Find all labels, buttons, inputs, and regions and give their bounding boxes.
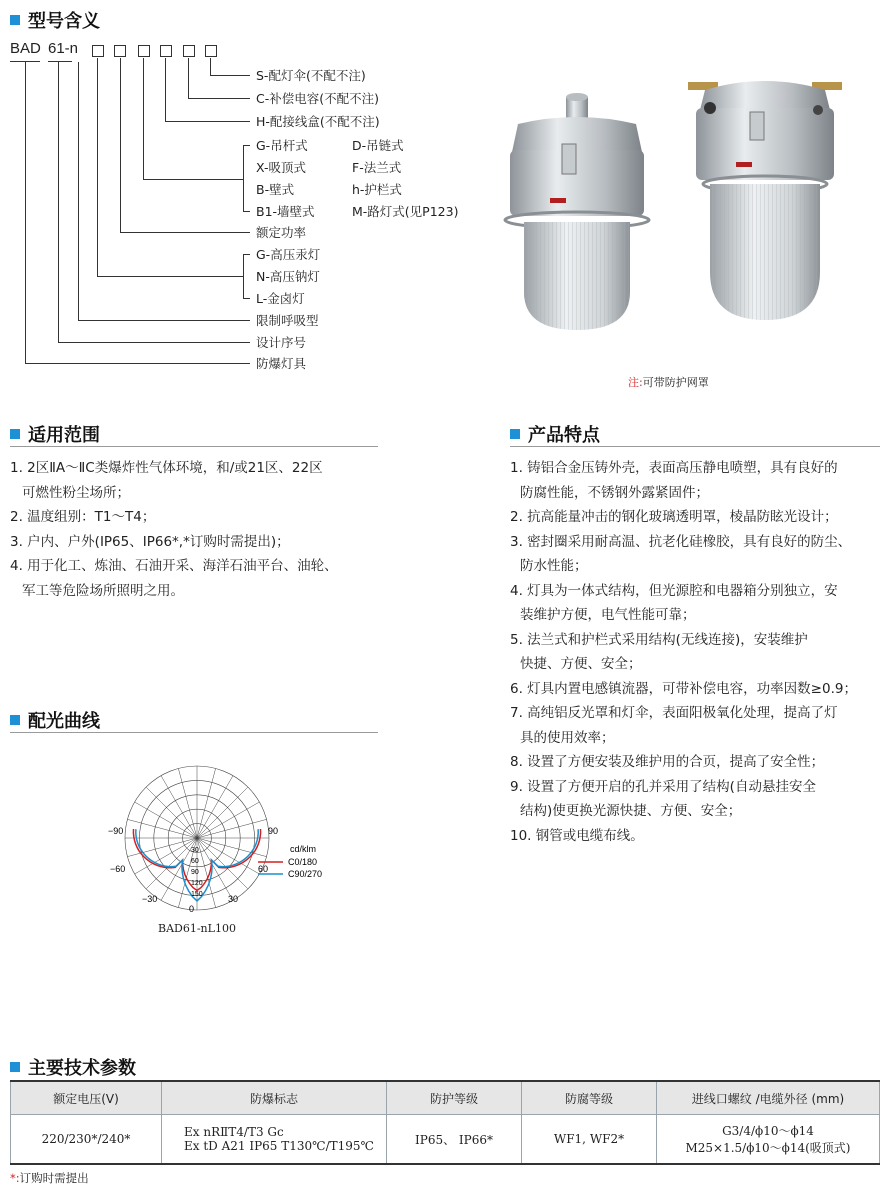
section-marker-icon <box>510 429 520 439</box>
photo-note-prefix: 注: <box>628 376 643 389</box>
footnote-text: 订购时需提出 <box>19 1171 89 1185</box>
scope-item: 军工等危险场所照明之用。 <box>22 582 184 599</box>
scope-item: 3. 户内、户外(IP65、IP66*,*订购时需提出)； <box>10 533 290 550</box>
scope-rule <box>10 446 378 447</box>
features-title-text: 产品特点 <box>528 425 600 446</box>
underline-61 <box>48 61 72 62</box>
leader-seq <box>58 62 59 342</box>
leader-power-h <box>120 232 250 233</box>
feature-item: 3. 密封圈采用耐高温、抗老化硅橡胶，具有良好的防尘、 <box>510 533 852 550</box>
tech-cell-thread-line2: M25×1.5/ϕ10～ϕ14(吸顶式) <box>685 1141 851 1155</box>
bracket-mount-bot <box>243 211 250 212</box>
label-g: G-吊杆式 <box>256 138 308 153</box>
polar-spoke <box>197 776 233 838</box>
label-s: S-配灯伞(不配不注) <box>256 68 366 83</box>
leader-seq-h <box>58 342 250 343</box>
code-box-5 <box>183 45 195 57</box>
polar-spoke <box>197 802 259 838</box>
polar-spoke <box>135 802 197 838</box>
feature-item: 9. 设置了方便开启的孔并采用了结构(自动悬挂安全 <box>510 778 816 795</box>
legend-c0-label: C0/180 <box>288 857 318 867</box>
scope-item: 4. 用于化工、炼油、石油开采、海洋石油平台、油轮、 <box>10 558 338 574</box>
angle-label-p90: 90 <box>268 826 279 836</box>
features-rule <box>510 446 880 447</box>
features-list <box>510 456 888 848</box>
polar-chart <box>100 740 340 920</box>
section-marker-icon <box>10 429 20 439</box>
leader-c <box>188 58 189 98</box>
label-b1: B1-墙壁式 <box>256 204 315 219</box>
product-photo <box>500 72 860 332</box>
code-box-4 <box>160 45 172 57</box>
polar-spoke <box>197 768 216 838</box>
radial-tick-label: 30 <box>191 847 199 854</box>
leader-h-h <box>165 121 250 122</box>
feature-item: 7. 高纯铝反光罩和灯伞，表面阳极氧化处理，提高了灯 <box>510 705 838 721</box>
feature-item: 6. 灯具内置电感镇流器，可带补偿电容，功率因数≥0.9； <box>510 680 857 697</box>
bracket-lamp <box>243 254 244 298</box>
tech-cell-ip: IP65、 IP66* <box>387 1115 522 1165</box>
section-scope-title <box>10 421 100 447</box>
polar-spoke <box>197 787 248 838</box>
angle-label-p30: 30 <box>228 894 239 904</box>
leader-h <box>165 58 166 121</box>
leader-ex <box>25 62 26 363</box>
feature-item: 结构)使更换光源快捷、方便、安全； <box>520 803 742 819</box>
bracket-lamp-top <box>243 254 250 255</box>
angle-label-n90: −90 <box>108 826 124 836</box>
scope-title-text: 适用范围 <box>28 425 100 446</box>
label-l: L-金卤灯 <box>256 291 305 306</box>
label-d: D-吊链式 <box>352 138 404 153</box>
feature-item: 1. 铸铝合金压铸外壳，表面高压静电喷塑，具有良好的 <box>510 460 838 476</box>
polar-spoke <box>127 819 197 838</box>
label-ex: 防爆灯具 <box>256 356 307 371</box>
scope-list <box>10 456 390 603</box>
polar-spoke <box>197 819 267 838</box>
feature-item: 2. 抗高能量冲击的钢化玻璃透明罩，棱晶防眩光设计； <box>510 509 838 525</box>
bracket-mount <box>243 145 244 211</box>
tech-cell-ex <box>162 1115 387 1165</box>
leader-ex-h <box>25 363 250 364</box>
section-marker-icon <box>10 15 20 25</box>
label-seq: 设计序号 <box>256 335 307 350</box>
section-curve-title <box>10 707 100 733</box>
feature-item: 防腐性能，不锈钢外露紧固件； <box>520 484 709 501</box>
feature-item: 4. 灯具为一体式结构，但光源腔和电器箱分别独立，安 <box>510 582 838 599</box>
leader-limit-h <box>78 320 250 321</box>
feature-item: 8. 设置了方便安装及维护用的合页，提高了安全性； <box>510 754 825 770</box>
lamp-photo-1 <box>505 93 649 330</box>
label-power: 额定功率 <box>256 225 307 240</box>
angle-label-zero: 0 <box>189 904 195 914</box>
angle-label-p60: 60 <box>258 864 269 874</box>
tech-cell-thread-line1: G3/4/ϕ10～ϕ14 <box>722 1124 814 1138</box>
bracket-mount-top <box>243 145 250 146</box>
label-h: H-配接线盒(不配不注) <box>256 114 380 129</box>
label-f: F-法兰式 <box>352 160 402 175</box>
code-number: 61-n <box>48 40 79 57</box>
radial-tick-label: 150 <box>191 891 203 898</box>
label-m: M-路灯式(见P123) <box>352 204 459 219</box>
tech-cell-ex-line2: Ex tD A21 IP65 T130℃/T195℃ <box>184 1139 374 1153</box>
code-box-6 <box>205 45 217 57</box>
curve-title-text: 配光曲线 <box>28 711 100 732</box>
label-gg: G-高压汞灯 <box>256 247 321 262</box>
section-tech-title <box>10 1054 136 1080</box>
footnote-mark: *: <box>10 1171 20 1185</box>
polar-grid <box>125 766 269 910</box>
section-model-title <box>10 7 100 33</box>
leader-mount <box>143 58 144 179</box>
feature-item: 10. 钢管或电缆布线。 <box>510 827 644 844</box>
tech-cell-wf: WF1, WF2* <box>522 1115 657 1165</box>
radial-tick-label: 90 <box>191 869 199 876</box>
angle-label-n60: −60 <box>110 864 126 874</box>
polar-spoke <box>161 776 197 838</box>
tech-footnote <box>10 1170 89 1186</box>
leader-power <box>120 58 121 232</box>
tech-header: 进线口螺纹 /电缆外径 (mm) <box>657 1081 880 1115</box>
tech-table <box>10 1080 880 1165</box>
feature-item: 快捷、方便、安全； <box>520 656 642 672</box>
bracket-lamp-bot <box>243 298 250 299</box>
tech-cell-ex-line1: Ex nRⅡT4/T3 Gc <box>184 1125 284 1139</box>
polar-spoke <box>178 768 197 838</box>
model-title-text: 型号含义 <box>28 11 100 32</box>
section-marker-icon <box>10 1062 20 1072</box>
label-b: B-壁式 <box>256 182 295 197</box>
lamp-photo-2 <box>688 81 842 320</box>
tech-title-text: 主要技术参数 <box>28 1058 136 1079</box>
label-c: C-补偿电容(不配不注) <box>256 91 379 106</box>
tech-header: 额定电压(V) <box>11 1081 162 1115</box>
tech-header-row <box>11 1081 880 1115</box>
feature-item: 5. 法兰式和护栏式采用结构(无线连接)，安装维护 <box>510 631 808 648</box>
curve-caption: BAD61-nL100 <box>158 922 236 935</box>
feature-item: 防水性能； <box>520 558 588 574</box>
leader-mount-h <box>143 179 243 180</box>
leader-c-h <box>188 98 250 99</box>
photo-note-text: 可带防护网罩 <box>642 376 709 389</box>
tech-cell-voltage: 220/230*/240* <box>11 1115 162 1165</box>
tech-header: 防爆标志 <box>162 1081 387 1115</box>
leader-lamp-h <box>97 276 243 277</box>
unit-label: cd/klm <box>290 844 317 854</box>
feature-item: 装维护方便，电气性能可靠； <box>520 607 696 623</box>
photo-note <box>628 374 709 390</box>
code-prefix: BAD <box>10 40 41 57</box>
legend-c90-label: C90/270 <box>288 869 323 879</box>
label-limit: 限制呼吸型 <box>256 313 319 328</box>
radial-tick-label: 60 <box>191 858 199 865</box>
scope-item: 2. 温度组别：T1～T4； <box>10 509 156 525</box>
curve-rule <box>10 732 378 733</box>
leader-lamp <box>97 58 98 276</box>
code-box-1 <box>92 45 104 57</box>
leader-limit <box>78 62 79 320</box>
radial-tick-label: 120 <box>191 880 203 887</box>
tech-header: 防护等级 <box>387 1081 522 1115</box>
code-box-3 <box>138 45 150 57</box>
leader-s <box>210 58 211 75</box>
scope-item: 可燃性粉尘场所； <box>22 484 130 501</box>
angle-label-n30: −30 <box>142 894 158 904</box>
label-hh: h-护栏式 <box>352 182 402 197</box>
scope-item: 1. 2区ⅡA～ⅡC类爆炸性气体环境，和/或21区、22区 <box>10 460 323 476</box>
label-x: X-吸顶式 <box>256 160 306 175</box>
polar-spoke <box>146 787 197 838</box>
tech-cell-thread <box>657 1115 880 1165</box>
code-box-2 <box>114 45 126 57</box>
leader-s-h <box>210 75 250 76</box>
section-marker-icon <box>10 715 20 725</box>
section-features-title <box>510 421 600 447</box>
tech-header: 防腐等级 <box>522 1081 657 1115</box>
table-row <box>11 1115 880 1165</box>
feature-item: 具的使用效率； <box>520 729 615 746</box>
label-n: N-高压钠灯 <box>256 269 320 284</box>
